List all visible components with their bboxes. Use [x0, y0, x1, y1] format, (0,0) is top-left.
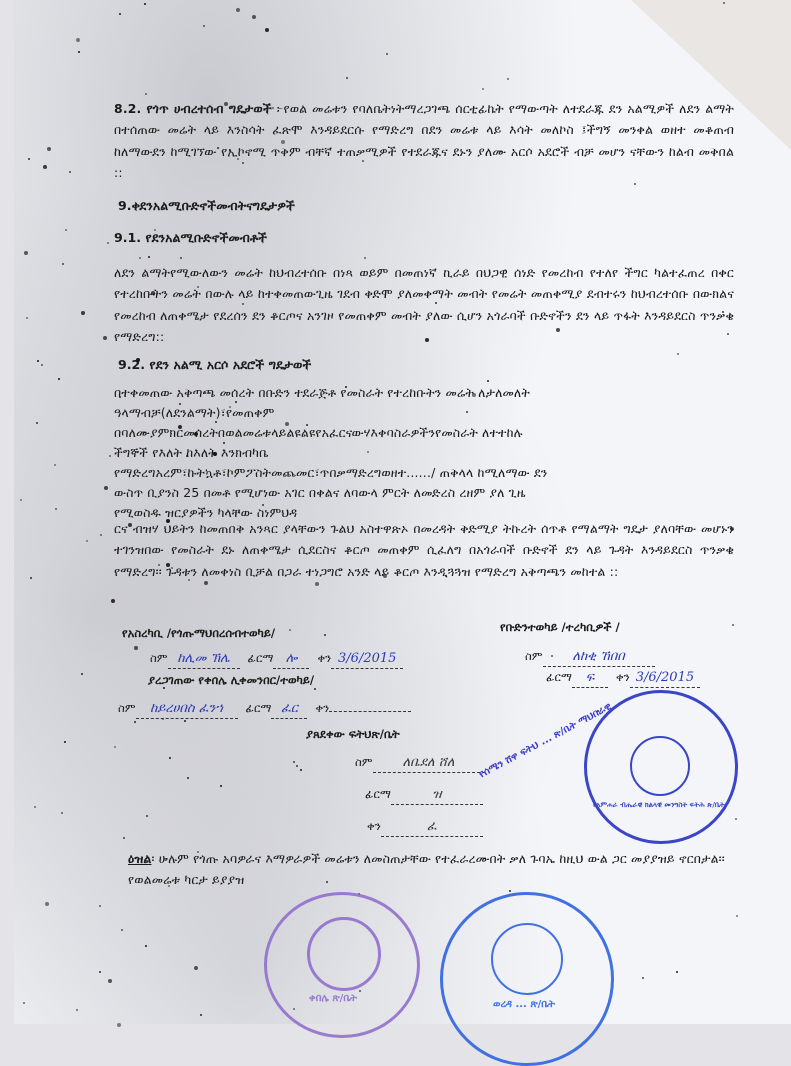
section-9-2-line: የሚወስዱ ዝርያዎችን ካላቸው ስነምህዳ — [114, 505, 298, 520]
court-date-handwriting: ፈ — [381, 818, 483, 837]
noise-dot — [265, 28, 269, 32]
noise-dot — [104, 486, 108, 490]
noise-dot — [293, 761, 295, 763]
noise-dot — [146, 815, 148, 817]
purple-kebele-stamp — [264, 892, 420, 1038]
noise-dot — [76, 38, 80, 42]
noise-dot — [203, 25, 205, 27]
noise-dot — [487, 380, 489, 382]
noise-dot — [139, 257, 141, 259]
noise-dot — [23, 1002, 25, 1004]
verifier-label: ያረጋገጠው የቀበሌ ሊቀመንበር/ተወካይ/ — [148, 673, 315, 687]
noise-dot — [236, 8, 240, 12]
transferor-date-handwriting: 3/6/2015 — [331, 650, 403, 669]
court-label: ያጸደቀው ፍትህጽ/ቤት — [306, 727, 400, 741]
blue-stamp-text: ወረዳ ... ጽ/ቤት — [493, 999, 555, 1010]
section-8-2-number: 8.2. — [114, 101, 142, 116]
transferor-signature: ሎ — [273, 650, 309, 669]
court-date-field — [367, 817, 483, 837]
group-signature: ፍ — [572, 669, 608, 688]
section-8-2-body: ፦የወል መሬቱን የባለቤትነትማረጋገጫ ሰርቲፊኬት የማውጣት ለተደራጁ ደን አልሚዎች ለደን ልማት በተሰጠው መሬት ላይ እንስሳት ፈጽሞ እንዳይደርሱ የማድረግ በደን መሬቱ ላይ እሳት መለኮስ ፤ችግኝ መንቀል ወዘተ መቆጠብ ከለማውደን ከሚገኘው የኢኮኖሚ ጥቅም ብቸኛ ተጠቃሚዎች የተደራጁና ደኑን ያለሙ አርሶ አደሮች ብቻ መሆን ናቸውን ከልብ መቅበል :: — [114, 101, 734, 181]
verifier-date-label: ቀን — [315, 701, 330, 715]
noise-dot — [723, 2, 725, 4]
noise-dot — [735, 818, 737, 820]
group-date-label: ቀን — [615, 670, 630, 684]
noise-dot — [123, 837, 125, 839]
noise-dot — [296, 765, 298, 767]
noise-dot — [289, 629, 291, 631]
section-9-title: ቀደንአልሚቡድኖችመብትናግዴታዎች — [131, 198, 295, 213]
section-9-2-line: የማድረግአረም፣ኩትኳቶ፣ኮምፖስትመጨመር፣ጥበቃማድረግወዘተ....../ ጠቅላላ ከሚለማው ደን — [114, 465, 548, 480]
transferor-name-handwriting: ከሊመ ኽሌ — [168, 650, 240, 669]
noise-dot — [144, 3, 146, 5]
noise-dot — [36, 422, 38, 424]
noise-dot — [148, 256, 150, 258]
group-sign-date-field — [546, 668, 700, 688]
court-name-handwriting: ለቤደለ ሸለ — [373, 754, 485, 773]
group-name-field — [525, 647, 655, 667]
right-stamp-text: የአምሐራ ብሔራዊ ክልላዊ መንግስት ፍትሕ ጽ/ቤት — [593, 801, 725, 809]
note-text: ፡ ሁሉም የጎጡ አባዎራና እማዎራዎች መሬቱን ለመስጠታቸው የተፈራረሙበት ቃለ ጉባኤ ከዚህ ውል ጋር መያያዝይ ኖርበታል፡፡ የወልመሬቱ ካርታ ይያያዝ — [128, 851, 725, 888]
noise-dot — [62, 263, 64, 265]
noise-dot — [134, 721, 136, 723]
noise-dot — [119, 13, 121, 15]
blue-woreda-stamp — [440, 892, 614, 1066]
section-9-1-body: ለደን ልማትየሚውለውን መሬት ከህብረተሰቡ በነጻ ወይም በመጠነኛ ኪራይ በህጋዊ ሰነድ የመረከብ የተለየ ችግር ካልተፈጠረ በቀር የተረከቡትን መሬት በውሉ ላይ ከተቀመጠውጊዜ ገደብ ቀድሞ ያለመቀማት መብት የመሬት መጠቀሚያ ደብተሩን ከህብረተሰቡ በውክልና የመረከብ ለጠቀሜታ የደረሰን ደን ቆርጦና አንገዞ የመጠቀም መብት ያለው ሲሆን አጎራባች ቡድኖችን ደን ላይ ጥፋት እንዳይደርስ ጥንቃቄ የማድረግ:: — [114, 265, 734, 345]
court-name-label: ስም — [355, 755, 373, 769]
group-name-handwriting: ለከቂ ኸበበ — [543, 648, 655, 667]
section-9-2-line: ችግኞች የእለት ከእለት እንክብካቤ — [114, 445, 269, 460]
verifier-sign-label: ፊርማ — [245, 701, 272, 715]
transferor-fields — [150, 649, 403, 669]
section-9-2-body2: ርና ብዝሃ ህይትን ከመጠበቅ አንጻር ያላቸውን ጉልህ አስተዋጽኦ በመረዳት ቅድሚያ ትኩረት ሰጥቶ የማልማት ግዴታ ያለባቸው መሆኑን ተገንዝበው የመስራት ደኑ ለጠቀሜታ ሲደርስና ቆርጦ መጠቀም ሲፈለግ በአጎራባች ቡድኖች ደን ላይ ጉዳት እንዳይደርስ ጥንቃቄ የማድረግ፡፡ ጉዳቱን ለመቀነስ ቢቻል በጋራ ተነጋግሮ አንድ ላይ ቆርጦ እንዲጓጓዝ የማድረግ አቅጣጫን መከተል :: — [114, 521, 734, 579]
diagonal-court-stamp: የሰሜን ሸዋ ፍትህ ... ጽ/ቤት ማህበራዊ — [477, 701, 614, 781]
stamp-emblem-icon — [630, 736, 690, 796]
verifier-signature: ፈር — [271, 700, 307, 719]
section-9-1-number: 9.1. — [114, 230, 142, 245]
court-name-field — [355, 753, 485, 773]
court-date-label: ቀን — [367, 819, 381, 833]
section-9-2-title: የደን አልሚ አርሶ አደሮች ግዴታወች — [149, 357, 312, 372]
section-9-2-line: ውስጥ ቢያንስ 25 በመቶ የሚሆነው አገር በቀልና ለባውላ ምርት ለመድረስ ረዘም ያለ ጊዜ — [114, 485, 526, 500]
noise-dot — [300, 769, 302, 771]
noise-dot — [184, 720, 186, 722]
section-9-1-title: የደንአልሚቡድኖችመብቶች — [145, 230, 268, 245]
purple-stamp-text: ቀበሌ ጽ/ቤት — [309, 993, 357, 1004]
transferor-date-label: ቀን — [317, 651, 332, 665]
blue-stamp-emblem-icon — [491, 923, 563, 995]
verifier-fields — [118, 697, 411, 719]
section-9-2-line: በተቀመጠው አቅጣጫ መሰረት በቡድን ተደራጅቶ የመስራት የተረከቡትን መሬት ለታለመለት — [114, 385, 530, 400]
section-9-2-line: ዓላማብቻ(ለደንልማት)፣የመጠቀም — [114, 405, 275, 420]
noise-dot — [732, 624, 734, 626]
section-9-number: 9. — [118, 198, 132, 213]
court-sign-field — [365, 785, 483, 805]
section-9-2-lines — [114, 383, 734, 523]
transferor-sign-label: ፊርማ — [247, 651, 274, 665]
section-8-2-title: የጎጥ ሀብረተሰብ ግዴታወች — [146, 101, 272, 116]
verifier-name-handwriting: ከይረሀበስ ፈንኀ — [136, 700, 238, 719]
noise-dot — [200, 1014, 202, 1016]
purple-stamp-emblem-icon — [307, 917, 381, 991]
noise-dot — [145, 945, 147, 947]
noise-dot — [324, 634, 326, 636]
noise-dot — [187, 777, 189, 779]
noise-dot — [117, 1023, 121, 1027]
group-date-handwriting: 3/6/2015 — [630, 669, 700, 688]
group-name-label: ስም — [525, 649, 543, 663]
note-section — [128, 848, 728, 891]
transferor-name-label: ስም — [150, 651, 168, 665]
noise-dot — [20, 499, 22, 501]
court-signature: ዝ — [391, 786, 483, 805]
noise-dot — [642, 977, 644, 979]
section-9-2-number: 9.2. — [118, 357, 146, 372]
section-9-heading — [118, 198, 295, 214]
section-9-2-heading — [118, 357, 311, 373]
section-9-2-line: በባለሙያምክርመሰረትበወልመሬቱላይልዩልዩየአፈርናውሃእቀባስራዎችንየመስራት ለተተከሉ — [114, 425, 523, 440]
transferor-label: የአስረካቢ /የጎጡማህበረሰብተወካይ/ — [122, 626, 276, 640]
noise-dot — [180, 257, 182, 259]
court-sign-label: ፊርማ — [365, 787, 391, 801]
section-9-1-heading — [114, 230, 267, 246]
note-label: ዕዝል — [128, 851, 152, 866]
section-8-2 — [114, 98, 734, 184]
verifier-name-label: ስም — [118, 701, 136, 715]
group-sign-label: ፊርማ — [546, 670, 572, 684]
right-official-stamp — [584, 690, 738, 844]
group-label: የቡድንተወካይ /ተረካቢዎች / — [500, 620, 620, 634]
noise-dot — [169, 757, 171, 759]
noise-dot — [134, 646, 138, 650]
